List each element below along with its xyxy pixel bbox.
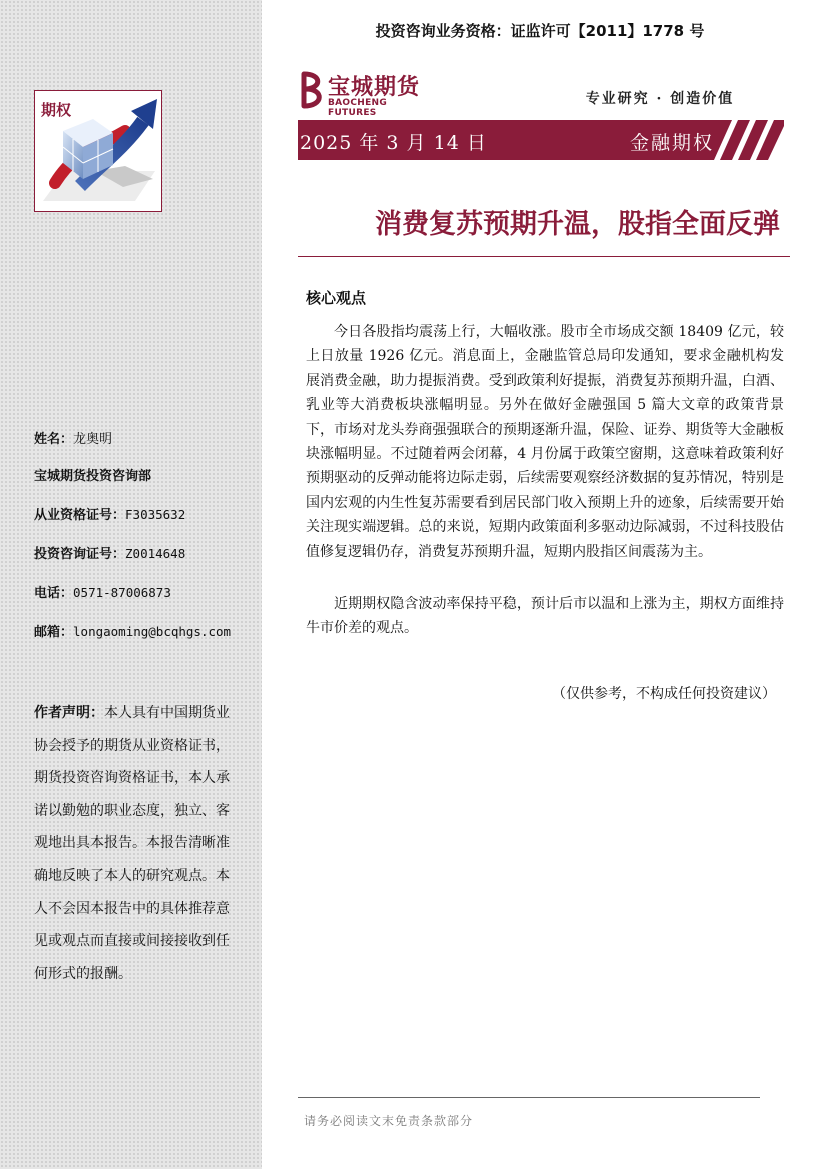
report-title: 消费复苏预期升温，股指全面反弹 (375, 209, 780, 240)
footer-divider (298, 1097, 760, 1098)
email-label: 邮箱： (34, 625, 74, 640)
analyst-consulting (34, 543, 185, 562)
report-date: 2025 年 3 月 14 日 (300, 132, 487, 154)
consulting-value: Z0014648 (125, 546, 186, 561)
analyst-name-label: 姓名： (34, 432, 74, 447)
body-paragraph-1: 今日各股指均震荡上行，大幅收涨。股市全市场成交额 18409 亿元，较上日放量 1926 亿元。消息面上，金融监管总局印发通知，要求金融机构发展消费金融，助力提振消费。受到政策利好提振，消费复苏预期升温，白酒、乳业等大消费板块涨幅明显。另外在做好金融强国 5 篇大文章的政策背景下，市场对龙头券商强强联合的预期逐渐升温，保险、证券、期货等大金融板块涨幅明显。不过随着两会闭幕，4 月份属于政策空窗期，这意味着政策利好预期驱动的反弹动能将边际走弱，后续需要观察经济数据的复苏情况，特别是国内宏观的内生性复苏需要看到居民部门收入预期上升的迹象，后续需要开始关注现实端逻辑。总的来说，短期内政策面利多驱动边际减弱，不过科技股估值修复逻辑仍存，消费复苏预期升温，短期内股指区间震荡为主。 (306, 324, 784, 560)
phone-value: 0571-87006873 (73, 585, 171, 600)
analyst-phone (34, 582, 171, 601)
cover-image (34, 90, 162, 212)
analyst-email (34, 621, 231, 640)
logo-text-cn: 宝城期货 (328, 74, 421, 100)
consulting-label: 投资咨询证号： (34, 547, 126, 562)
statement-text: 本人具有中国期货业协会授予的期货从业资格证书，期货投资咨询资格证书，本人承诺以勤勉的职业态度，独立、客观地出具本报告。本报告清晰准确地反映了本人的研究观点。本人不会因本报告中的具体推荐意见或观点而直接或间接接收到任何形式的报酬。 (34, 705, 230, 982)
logo-mark-icon (298, 70, 326, 110)
author-statement (34, 697, 230, 990)
slogan: 专业研究 · 创造价值 (585, 91, 735, 107)
qualification-label: 从业资格证号： (34, 508, 126, 523)
email-value: longaoming@bcqhgs.com (73, 624, 232, 639)
license-line: 投资咨询业务资格：证监许可【2011】1778 号 (375, 22, 705, 40)
disclaimer-note: （仅供参考，不构成任何投资建议） (552, 686, 776, 702)
qualification-value: F3035632 (125, 507, 186, 522)
report-category: 金融期权 (630, 132, 715, 154)
company-logo (298, 70, 438, 118)
title-divider (298, 256, 790, 257)
phone-label: 电话： (34, 586, 74, 601)
body-paragraph-2: 近期期权隐含波动率保持平稳，预计后市以温和上涨为主，期权方面维持牛市价差的观点。 (306, 596, 784, 637)
cover-label: 期权 (41, 101, 72, 119)
logo-text-en: BAOCHENG FUTURES (328, 98, 388, 118)
analyst-name-value: 龙奥明 (73, 432, 113, 447)
statement-label: 作者声明： (34, 705, 104, 721)
footer-text: 请务必阅读文末免责条款部分 (304, 1114, 474, 1128)
section-heading: 核心观点 (306, 289, 367, 307)
analyst-qualification (34, 504, 185, 523)
analyst-name (34, 428, 112, 447)
analyst-department: 宝城期货投资咨询部 (34, 469, 152, 484)
